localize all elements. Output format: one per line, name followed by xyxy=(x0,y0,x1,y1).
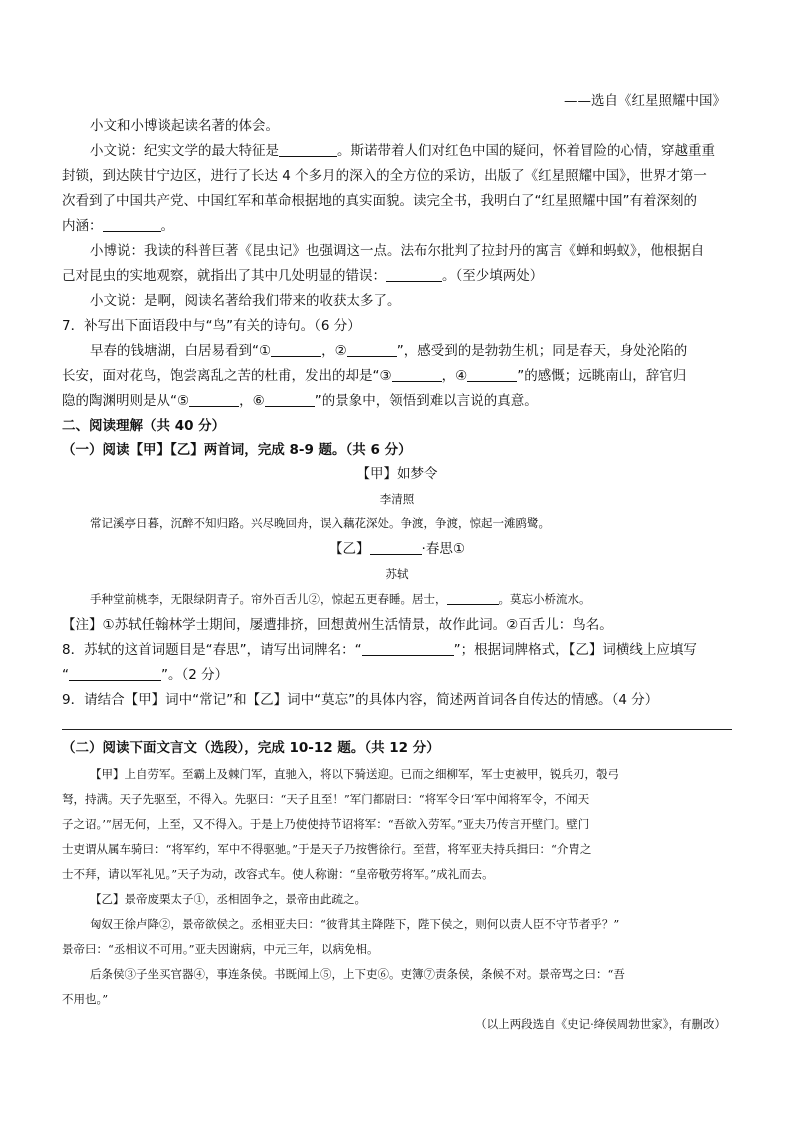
blank-line[interactable] xyxy=(279,142,337,157)
answer-blank[interactable] xyxy=(69,666,161,681)
passage-line: 己对昆虫的实地观察，就指出了其中几处明显的错误： 。（至少填两处） xyxy=(62,268,544,284)
classical-text-line: 士不拜，请以军礼见。”天子为动，改容式车。使人称谢：“皇帝敬劳将军。”成礼而去。 xyxy=(62,867,494,881)
answer-blank[interactable] xyxy=(362,641,454,656)
classical-text-line: 子之诏。’”居无何，上至，又不得入。于是上乃使使持节诏将军：“吾欲入劳军。”亚夫乃传言开壁门。壁门 xyxy=(62,817,590,831)
question-8-cont: “ ”。（2 分） xyxy=(62,667,229,683)
passage-line: 封锁，到达陕甘宁边区，进行了长达 4 个多月的深入的全方位的采访，出版了《红星照耀中国》，世界才第一 xyxy=(62,168,707,184)
poem-jia-title: 【甲】如梦令 xyxy=(356,466,438,482)
passage-line: 次看到了中国共产党、中国红军和革命根据地的真实面貌。读完全书，我明白了“红星照耀中国”有着深刻的 xyxy=(62,193,697,209)
section-2-title: 二、阅读理解（共 40 分） xyxy=(62,418,226,434)
question-8: 8．苏轼的这首词题目是“春思”，请写出词牌名：“ ”；根据词牌格式，【乙】词横线上应填写 xyxy=(62,642,697,658)
classical-text-line: 后条侯③子坐买官器④，事连条侯。书既闻上⑤，上下吏⑥。吏簿⑦责条侯，条候不对。景帝骂之曰：“吾 xyxy=(90,967,625,981)
q7-line: 早春的钱塘湖，白居易看到“① ，② ”，感受到的是勃勃生机；同是春天，身处沦陷的 xyxy=(90,343,688,359)
passage-line: 内涵： 。 xyxy=(62,218,174,234)
blank-line[interactable] xyxy=(265,392,315,407)
blank-line[interactable] xyxy=(347,342,397,357)
blank-line[interactable] xyxy=(271,342,321,357)
divider xyxy=(62,729,732,730)
poem-jia-author: 李清照 xyxy=(379,492,415,506)
question-9: 9．请结合【甲】词中“常记”和【乙】词中“莫忘”的具体内容，简述两首词各自传达的情感。（4 分） xyxy=(62,692,659,708)
passage-line: 小文说：是啊，阅读名著给我们带来的收获太多了。 xyxy=(90,293,401,309)
poem-yi-author: 苏轼 xyxy=(385,567,409,581)
classical-text-line: 士吏谓从属车骑曰：“将军约，军中不得驱驰。”于是天子乃按辔徐行。至营，将军亚夫持兵揖曰：“介胄之 xyxy=(62,842,592,856)
source-top: ——选自《红星照耀中国》 xyxy=(564,93,726,109)
subsection-1-title: （一）阅读【甲】【乙】两首词，完成 8-9 题。（共 6 分） xyxy=(62,442,412,458)
passage-line: 小博说：我读的科普巨著《昆虫记》也强调这一点。法布尔批判了拉封丹的寓言《蝉和蚂蚁》，他根据自 xyxy=(90,243,705,259)
classical-text-line: 景帝曰：“丞相议不可用。”亚夫因谢病，中元三年，以病免相。 xyxy=(62,942,379,956)
source-citation: （以上两段选自《史记·绛侯周勃世家》，有删改） xyxy=(475,1017,726,1031)
passage-line: 小文说：纪实文学的最大特征是 。斯诺带着人们对红色中国的疑问，怀着冒险的心情，穿越重重 xyxy=(90,143,715,159)
classical-text-line: 不用也。” xyxy=(62,992,109,1006)
blank-line[interactable] xyxy=(467,367,517,382)
question-7-title: 7．补写出下面语段中与“鸟”有关的诗句。（6 分） xyxy=(62,318,361,334)
passage-line: 小文和小博谈起读名著的体会。 xyxy=(90,118,279,134)
classical-text-line: 弩，持满。天子先驱至，不得入。先驱曰：“天子且至！”军门都尉曰：“将军令曰‘军中闻将军令，不闻天 xyxy=(62,792,590,806)
classical-text-line: 【乙】景帝废栗太子①，丞相固争之，景帝由此疏之。 xyxy=(90,892,366,906)
q7-line: 长安，面对花鸟，饱尝离乱之苦的杜甫，发出的却是“③ ，④ ”的感慨；远眺南山，辞官归 xyxy=(62,368,687,384)
blank-line[interactable] xyxy=(386,267,442,282)
poem-note: 【注】①苏轼任翰林学士期间，屡遭排挤，回想黄州生活情景，故作此词。②百舌儿：鸟名。 xyxy=(62,617,613,633)
blank-line[interactable] xyxy=(189,392,239,407)
q7-line: 隐的陶渊明则是从“⑤ ，⑥ ”的景象中，领悟到难以言说的真意。 xyxy=(62,393,538,409)
classical-text-line: 匈奴王徐卢降②，景帝欲侯之。丞相亚夫曰：“彼背其主降陛下，陛下侯之，则何以责人臣不守节者乎？” xyxy=(90,917,620,931)
blank-line[interactable] xyxy=(103,217,161,232)
blank-line[interactable] xyxy=(447,592,499,605)
poem-jia-text: 常记溪亭日暮，沉醉不知归路。兴尽晚回舟，误入藕花深处。争渡，争渡，惊起一滩鸥鹭。 xyxy=(90,516,550,530)
subsection-2-title: （二）阅读下面文言文（选段），完成 10-12 题。（共 12 分） xyxy=(62,740,440,756)
classical-text-line: 【甲】上自劳军。至霸上及棘门军，直驰入，将以下骑送迎。已而之细柳军，军士吏被甲，锐兵刃，彀弓 xyxy=(90,767,619,781)
poem-yi-text: 手种堂前桃李，无限绿阴青子。帘外百舌儿②，惊起五更春睡。居士， 。莫忘小桥流水。 xyxy=(90,592,591,606)
blank-line[interactable] xyxy=(370,540,422,555)
blank-line[interactable] xyxy=(392,367,442,382)
poem-yi-title: 【乙】 ·春思① xyxy=(329,541,465,557)
